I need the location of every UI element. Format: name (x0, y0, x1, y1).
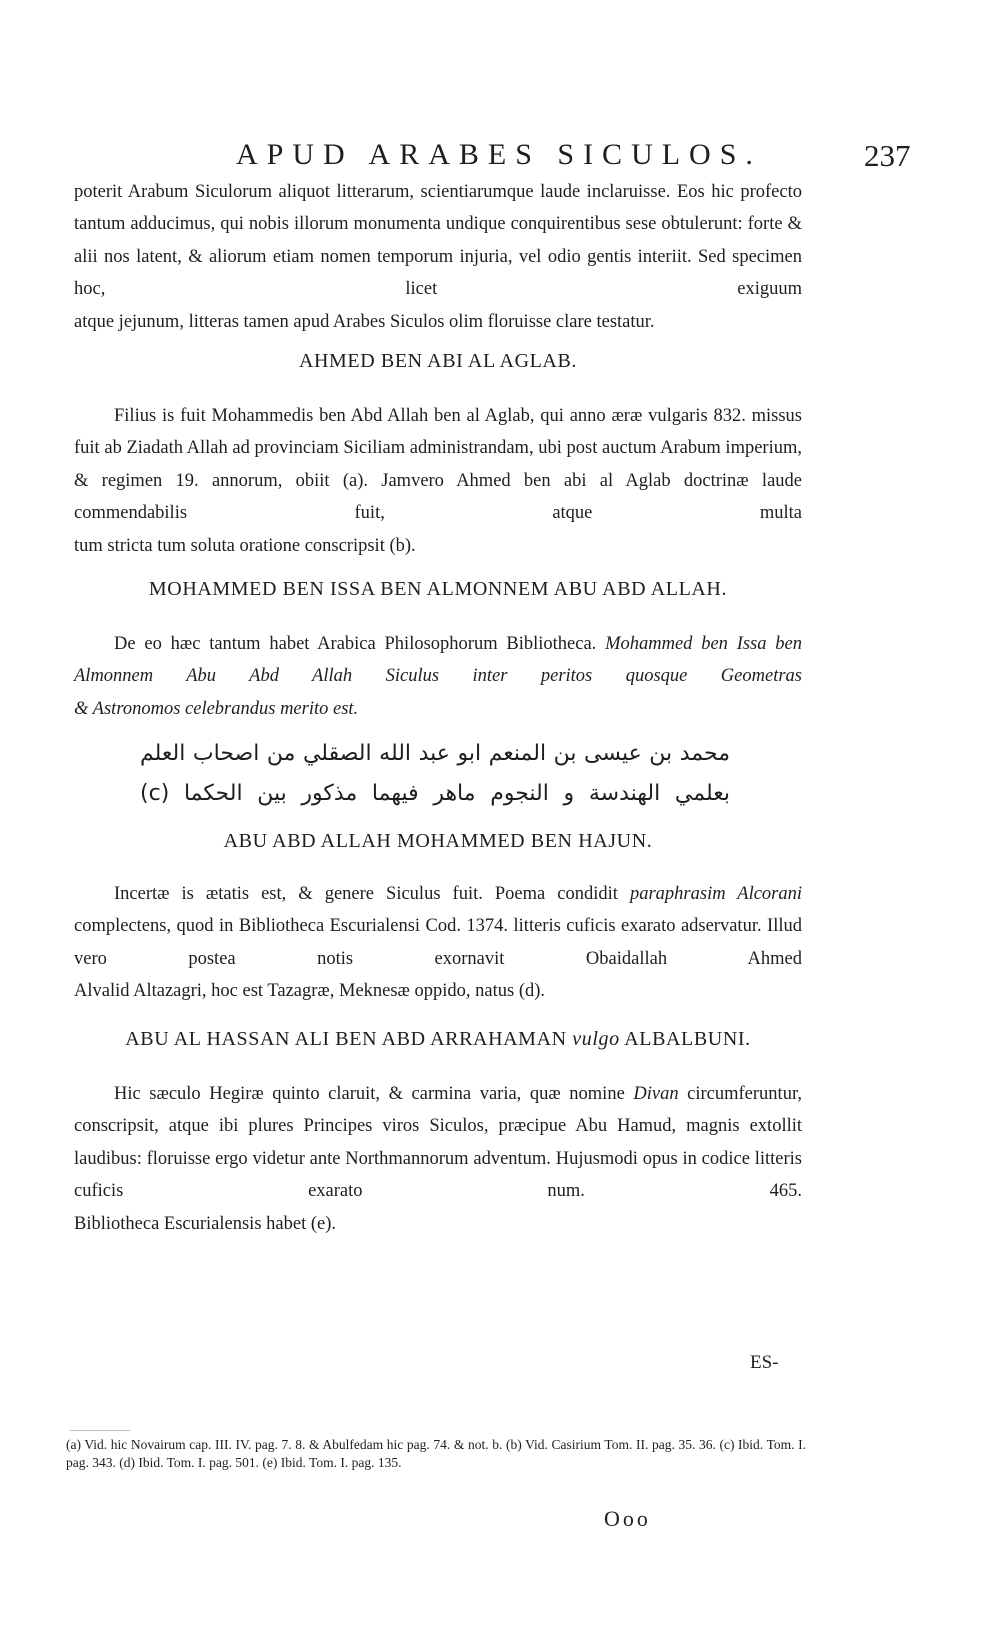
arabic-quotation (140, 734, 730, 814)
page-number: 237 (864, 138, 911, 173)
section-text-hajun-1: Incertæ is ætatis est, & genere Siculus fuit. Poema condidit (114, 884, 618, 904)
footnote-rule (70, 1430, 130, 1431)
section-text-hajun-last-line: Alvalid Altazagri, hoc est Tazagræ, Meknesæ oppido, natus (d). (74, 981, 546, 1002)
section-text-mohammed-italic: Mohammed ben Issa ben Almonnem Abu Abd Allah Siculus inter peritos quosque Geometras (74, 634, 803, 687)
section-text-ahmed-body: Filius is fuit Mohammedis ben Abd Allah ben al Aglab, qui anno æræ vulgaris 832. missus fuit ab Ziadath Allah ad provinciam Siciliam administrandam, ubi post auctum Arabum imperium, & regimen 19. annorum, obiit (a). Jamvero Ahmed ben abi al Aglab doctrinæ laude commendabilis fuit, atque multa (74, 406, 802, 524)
footnote-e: (e) Ibid. Tom. I. pag. 135. (262, 1455, 402, 1470)
section-text-abu-abd-allah (74, 878, 802, 1008)
intro-text: poterit Arabum Siculorum aliquot litterarum, scientiarumque laude inclaruisse. Eos hic profecto tantum adducimus, qui nobis illorum monumenta undique conquirentibus sese obtulerunt: forte & alii nos latent, & aliorum etiam nomen temporum injuria, vel odio gentis interiit. Sed specimen hoc, licet exiguum (74, 182, 802, 300)
section-text-ahmed-last-line: tum stricta tum soluta oratione conscripsit (b). (74, 535, 416, 556)
footnote-c: (c) Ibid. Tom. I. pag. 343. (66, 1437, 806, 1470)
heading-albalbuni-part-2: ALBALBUNI. (624, 1028, 751, 1050)
section-text-mohammed-italic-last: & Astronomos celebrandus merito est. (74, 698, 359, 719)
section-text-albalbuni (74, 1078, 802, 1240)
running-title: APUD ARABES SICULOS. (236, 138, 762, 171)
section-text-mohammed-plain: De eo hæc tantum habet Arabica Philosophorum Bibliotheca. (114, 634, 597, 654)
section-text-albalbuni-last-line: Bibliotheca Escurialensis habet (e). (74, 1213, 336, 1234)
arabic-line-1: محمد بن عيسى بن المنعم ابو عبد الله الصقلي من اصحاب العلم (140, 741, 730, 766)
heading-albalbuni-italic: vulgo (572, 1028, 620, 1050)
section-text-ahmed (74, 400, 802, 562)
section-text-hajun-italic: paraphrasim Alcorani (629, 884, 803, 904)
heading-albalbuni-part-1: ABU AL HASSAN ALI BEN ABD ARRAHAMAN (125, 1028, 567, 1050)
section-heading-albalbuni (74, 1028, 802, 1051)
section-heading-mohammed-ben-issa: MOHAMMED BEN ISSA BEN ALMONNEM ABU ABD ALLAH. (148, 578, 728, 600)
footnotes (66, 1436, 806, 1472)
signature-mark: Ooo (604, 1506, 651, 1531)
footnote-b: (b) Vid. Casirium Tom. II. pag. 35. 36. (505, 1437, 716, 1452)
section-text-hajun-2: complectens, quod in Bibliotheca Escurialensi Cod. 1374. litteris cuficis exarato adservatur. Illud vero postea notis exornavit Obaidallah Ahmed (74, 916, 802, 969)
section-text-mohammed-ben-issa (74, 628, 802, 725)
footnote-d: (d) Ibid. Tom. I. pag. 501. (119, 1455, 260, 1470)
arabic-line-2: بعلمي الهندسة و النجوم ماهر فيهما مذكور بين الحكما (c) (140, 781, 730, 806)
running-head (0, 138, 1000, 178)
section-text-albalbuni-1: Hic sæculo Hegiræ quinto claruit, & carmina varia, quæ nomine (114, 1084, 625, 1104)
footnote-a: (a) Vid. hic Novairum cap. III. IV. pag. 7. 8. & Abulfedam hic pag. 74. & not. b. (66, 1437, 503, 1452)
intro-paragraph (74, 176, 802, 338)
catchword: ES- (750, 1352, 779, 1373)
section-text-albalbuni-2: circumferuntur, conscripsit, atque ibi plures Principes viros Siculos, præcipue Abu Hamud, magnis extollit laudibus: floruisse ergo videtur ante Northmannorum adventum. Hujusmodi opus in codice litteris cuficis exarato num. 465. (74, 1084, 802, 1202)
section-text-albalbuni-italic: Divan (633, 1084, 679, 1104)
section-heading-abu-abd-allah: ABU ABD ALLAH MOHAMMED BEN HAJUN. (223, 830, 653, 852)
intro-last-line: atque jejunum, litteras tamen apud Arabes Siculos olim floruisse clare testatur. (74, 311, 655, 332)
section-heading-ahmed: AHMED BEN ABI AL AGLAB. (298, 350, 578, 372)
